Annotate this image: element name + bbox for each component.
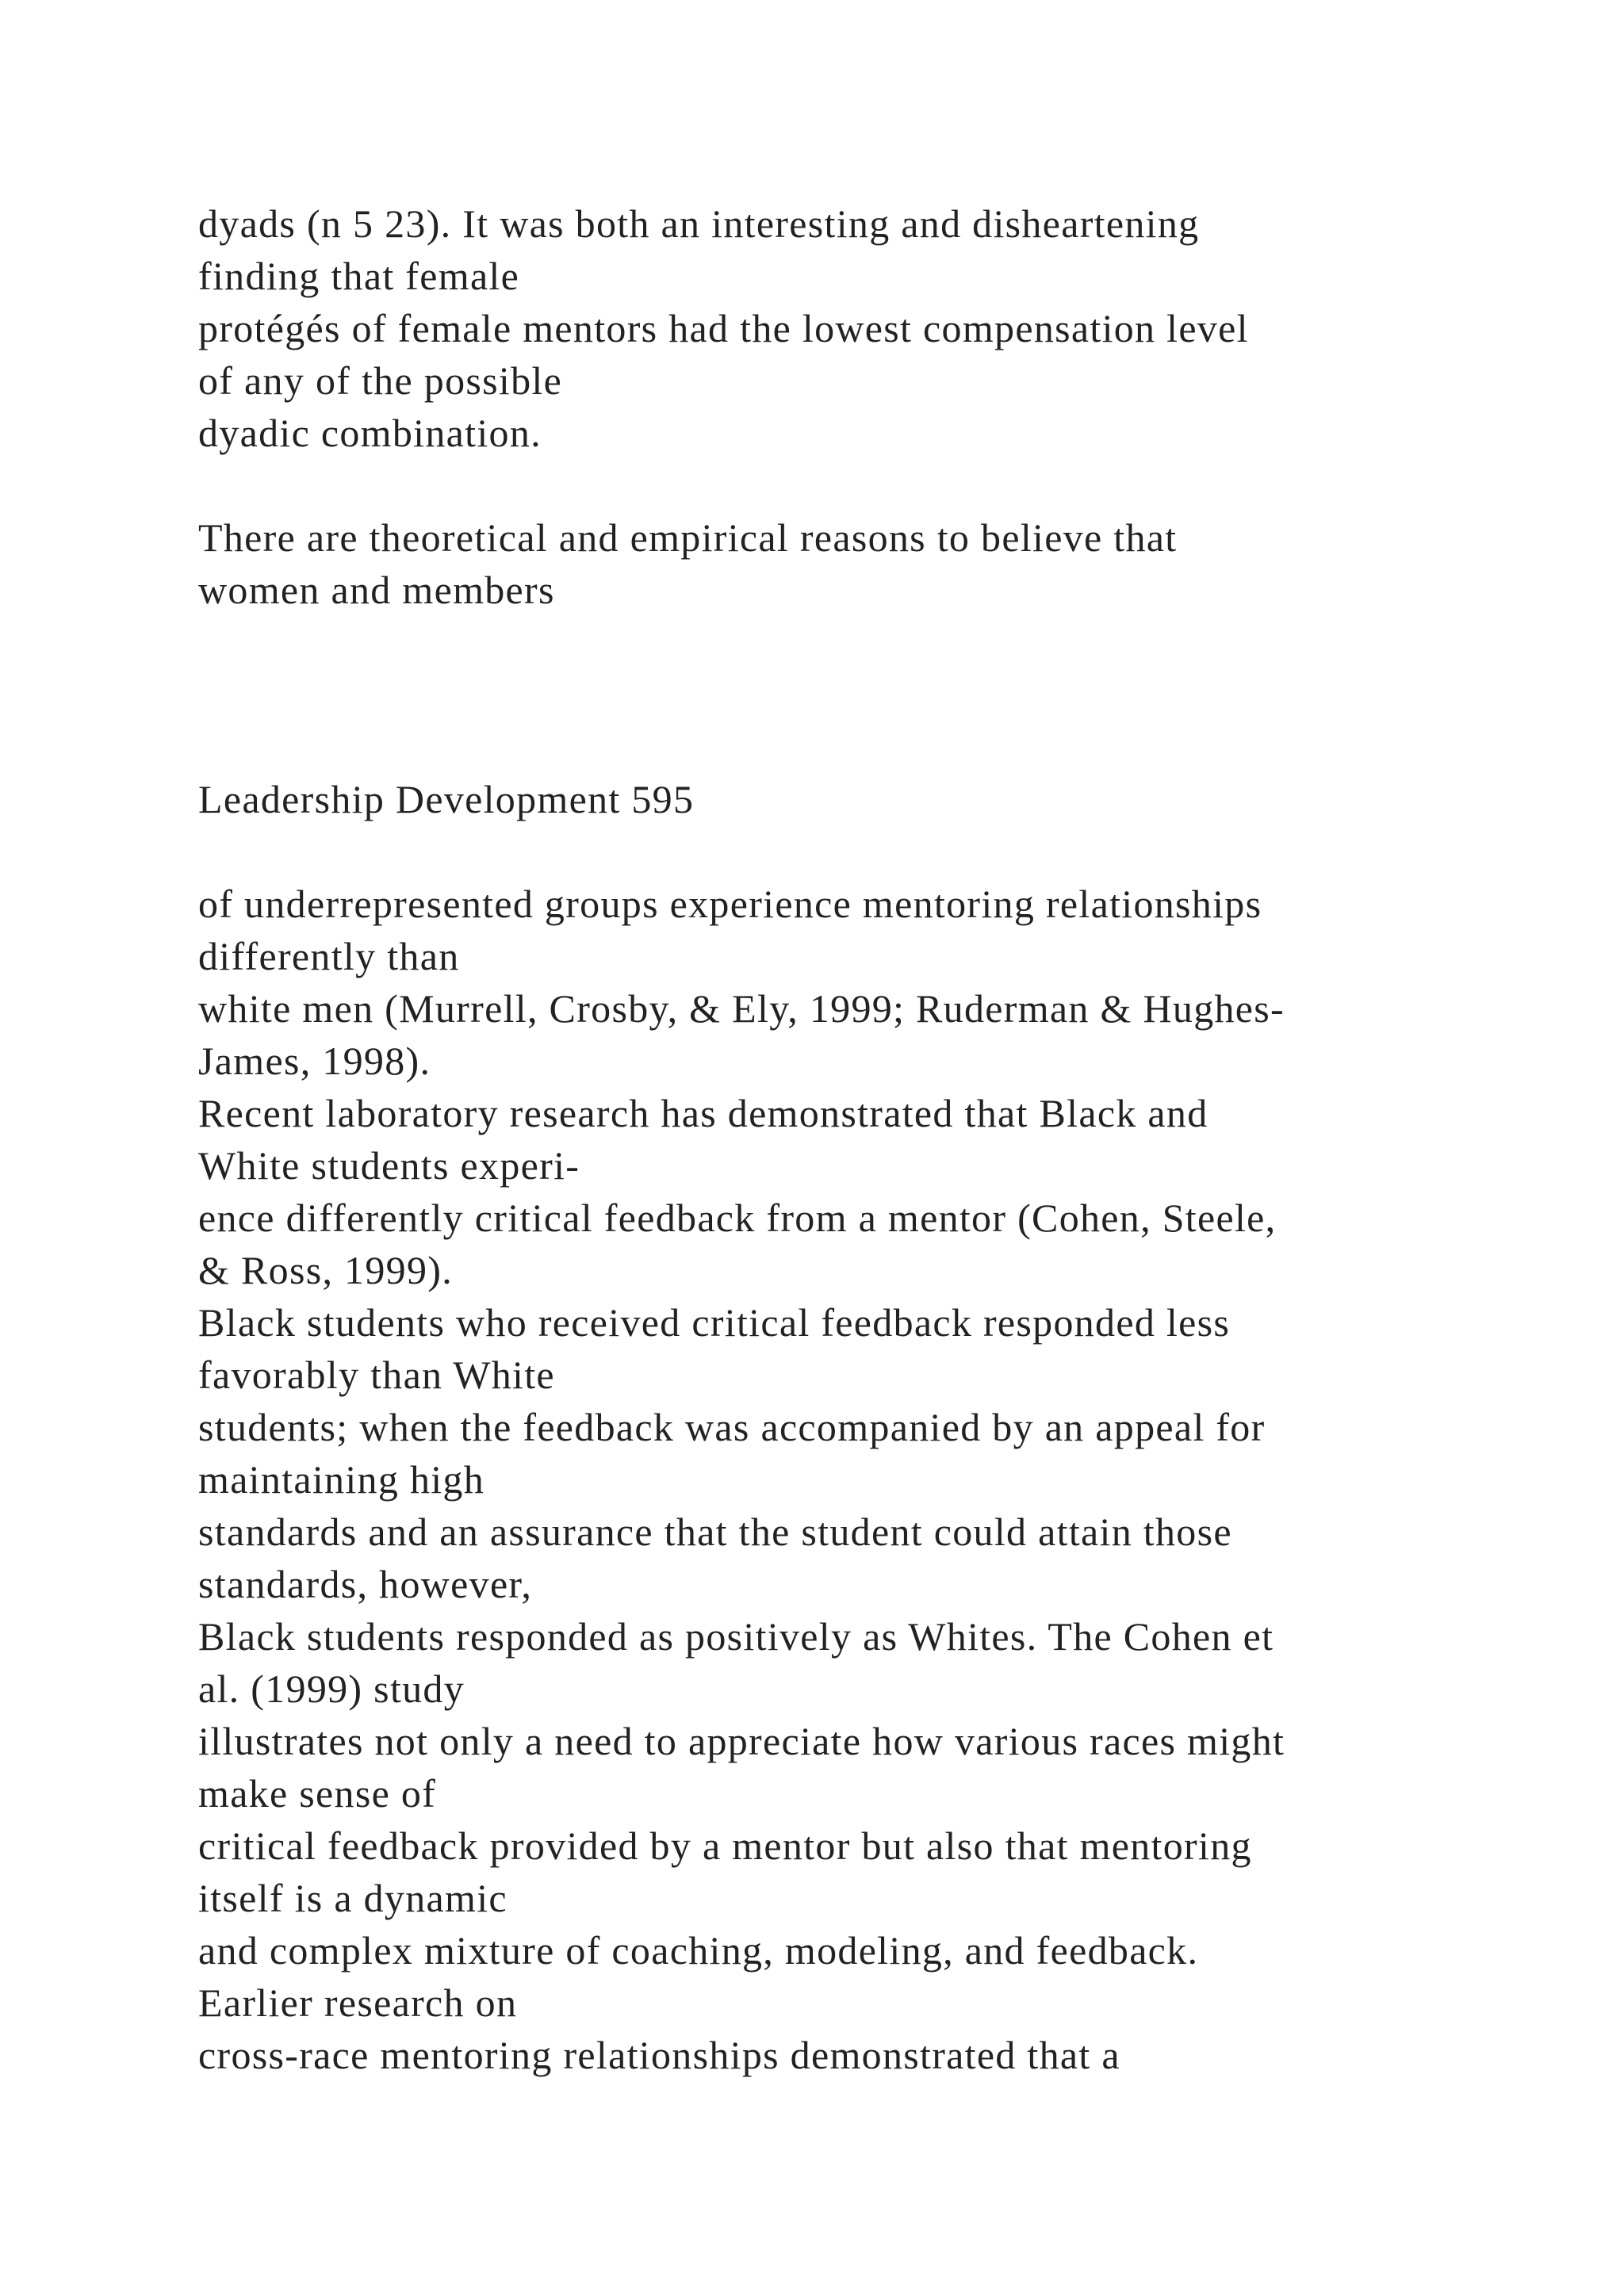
text-line: illustrates not only a need to appreciate how various races might <box>198 1719 1285 1763</box>
text-line: students; when the feedback was accompanied by an appeal for <box>198 1405 1266 1449</box>
text-line: standards and an assurance that the student could attain those <box>198 1510 1232 1554</box>
text-line: al. (1999) study <box>198 1667 465 1711</box>
text-line: & Ross, 1999). <box>198 1248 454 1292</box>
text-line: dyads (n 5 23). It was both an interesting and disheartening <box>198 201 1200 246</box>
running-header: Leadership Development 595 <box>198 777 695 821</box>
text-line: make sense of <box>198 1771 437 1816</box>
text-line: of any of the possible <box>198 358 563 403</box>
text-line: Recent laboratory research has demonstrated that Black and <box>198 1091 1208 1135</box>
text-line: itself is a dynamic <box>198 1876 508 1920</box>
text-line: cross-race mentoring relationships demonstrated that a <box>198 2033 1120 2077</box>
text-line: Earlier research on <box>198 1980 518 2025</box>
text-line: Black students responded as positively as Whites. The Cohen et <box>198 1614 1274 1659</box>
text-line: James, 1998). <box>198 1039 431 1083</box>
text-line: critical feedback provided by a mentor but also that mentoring <box>198 1823 1252 1868</box>
text-line: of underrepresented groups experience mentoring relationships <box>198 882 1262 926</box>
text-line: There are theoretical and empirical reasons to believe that <box>198 515 1178 560</box>
text-line: protégés of female mentors had the lowest compensation level <box>198 306 1249 350</box>
text-line: differently than <box>198 934 460 978</box>
text-line: Black students who received critical feedback responded less <box>198 1300 1231 1345</box>
text-line: White students experi- <box>198 1143 580 1188</box>
text-line: ence differently critical feedback from a mentor (Cohen, Steele, <box>198 1196 1277 1240</box>
text-line: favorably than White <box>198 1353 555 1397</box>
text-line: dyadic combination. <box>198 411 542 455</box>
text-line: white men (Murrell, Crosby, & Ely, 1999; Ruderman & Hughes- <box>198 986 1285 1031</box>
text-line: women and members <box>198 568 555 612</box>
text-line: maintaining high <box>198 1457 485 1502</box>
text-line: and complex mixture of coaching, modeling, and feedback. <box>198 1928 1199 1973</box>
text-line: standards, however, <box>198 1562 533 1606</box>
text-line: finding that female <box>198 254 520 298</box>
